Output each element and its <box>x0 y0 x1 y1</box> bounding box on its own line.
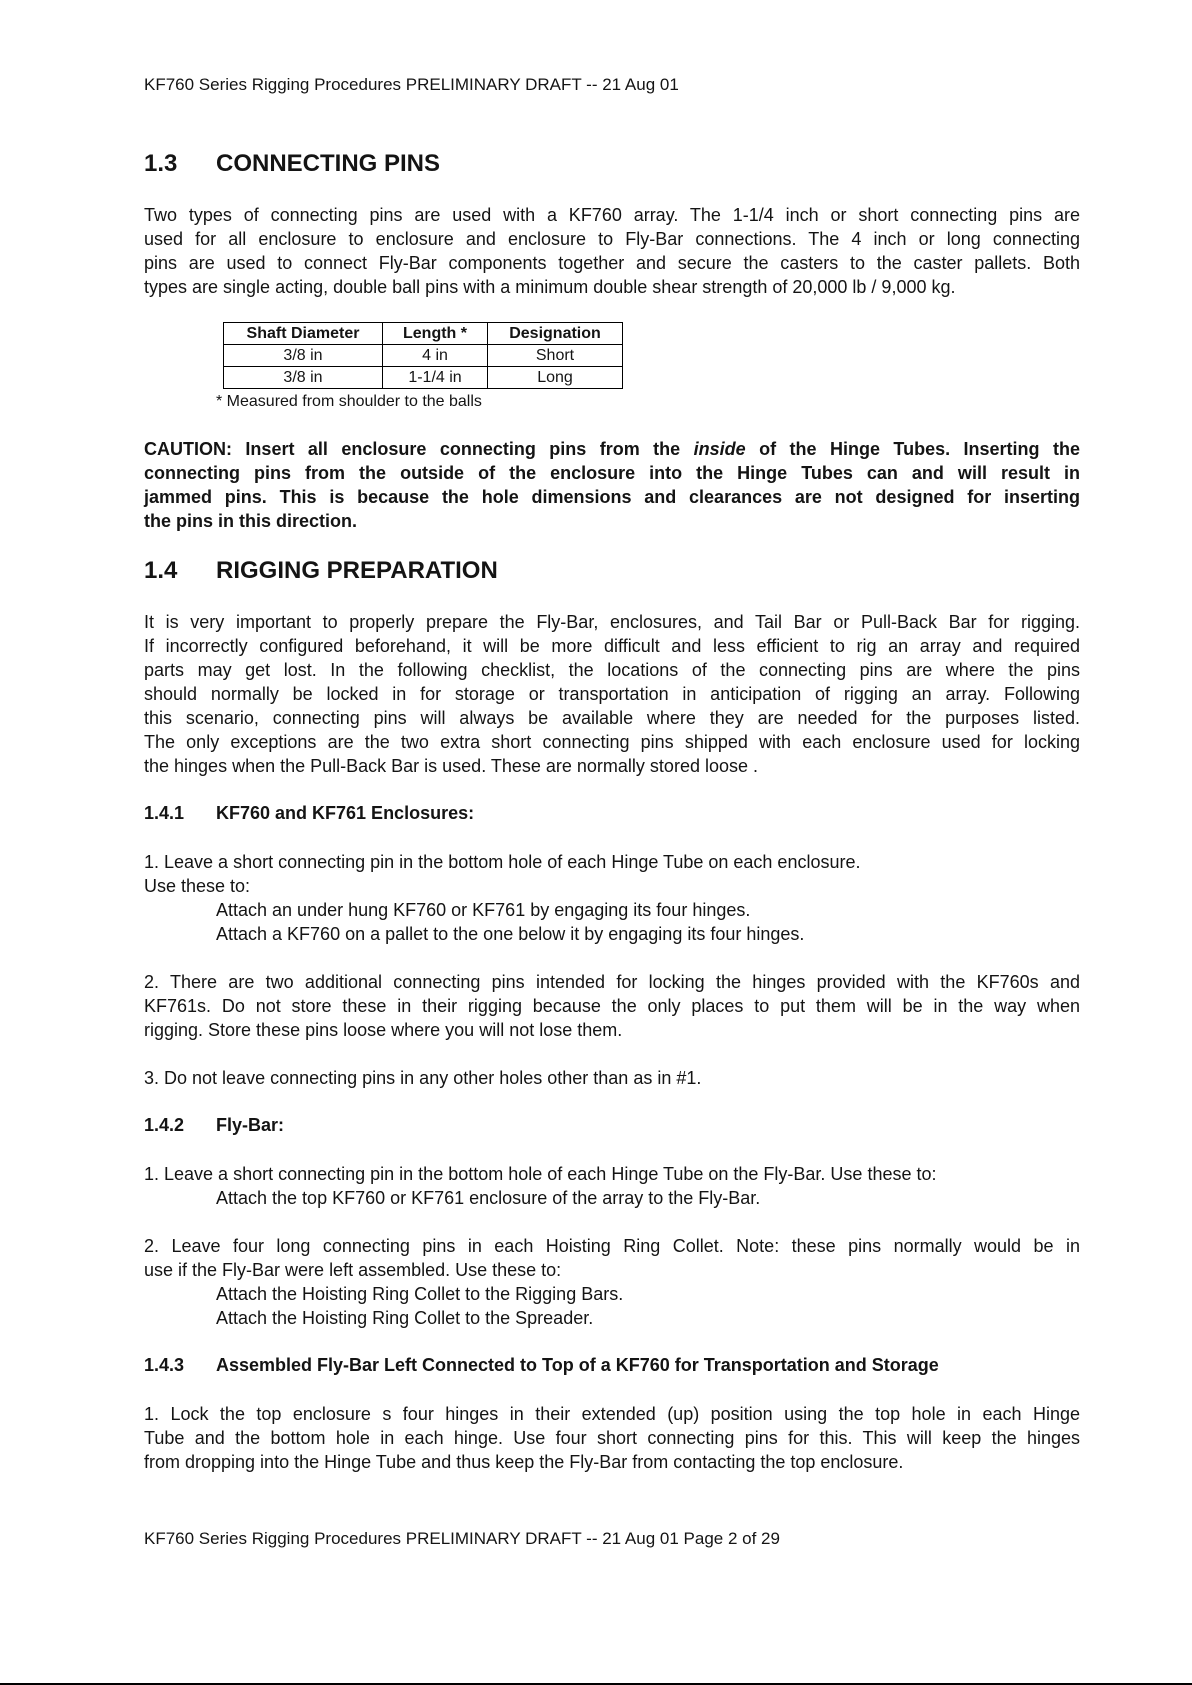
text-line: 2. There are two additional connecting pins intended for locking the hinges provided with the KF760s and <box>144 972 1080 992</box>
section-title: Fly-Bar: <box>216 1115 285 1135</box>
text-line: the pins in this direction. <box>144 511 358 531</box>
table-cell: 3/8 in <box>224 345 383 367</box>
table-cell: Short <box>488 345 623 367</box>
text-line: types are single acting, double ball pins with a minimum double shear strength of 20,000 lb / 9,000 kg. <box>144 277 956 297</box>
table-cell: 4 in <box>383 345 488 367</box>
text-line: 1. Lock the top enclosure s four hinges in their extended (up) position using the top hole in each Hinge <box>144 1404 1080 1424</box>
caution-text: CAUTION: Insert all enclosure connecting pins from the <box>144 439 694 459</box>
text-line: Attach the top KF760 or KF761 enclosure of the array to the Fly-Bar. <box>216 1188 761 1208</box>
rigging-preparation-paragraph <box>144 610 1080 778</box>
emphasis-inside: inside <box>693 439 746 459</box>
table-header-cell: Shaft Diameter <box>224 323 383 345</box>
table-row <box>224 367 623 389</box>
text-line: 1. Leave a short connecting pin in the bottom hole of each Hinge Tube on the Fly-Bar. Use these to: <box>144 1164 937 1184</box>
section-title: CONNECTING PINS <box>216 150 441 177</box>
text-line: from dropping into the Hinge Tube and thus keep the Fly-Bar from contacting the top enclosure. <box>144 1452 904 1472</box>
section-heading-1-4-3 <box>144 1355 939 1376</box>
section-heading-1-4-1 <box>144 803 474 824</box>
text-line: used for all enclosure to enclosure and enclosure to Fly-Bar connections. The 4 inch or long connecting <box>144 229 1080 249</box>
connecting-pins-paragraph <box>144 203 1080 299</box>
text-line: Attach the Hoisting Ring Collet to the Spreader. <box>216 1308 594 1328</box>
text-line: the hinges when the Pull-Back Bar is used. These are normally stored loose . <box>144 756 758 776</box>
section-number: 1.4.2 <box>144 1115 185 1135</box>
text-line: Tube and the bottom hole in each hinge. Use four short connecting pins for this. This will keep the hinges <box>144 1428 1080 1448</box>
table-cell: Long <box>488 367 623 389</box>
text-line: Attach the Hoisting Ring Collet to the Rigging Bars. <box>216 1284 624 1304</box>
list-item <box>144 1066 1080 1090</box>
text-line <box>144 437 1080 461</box>
table-cell: 3/8 in <box>224 367 383 389</box>
caution-text: of the Hinge Tubes. Inserting the <box>745 439 1080 459</box>
list-item <box>144 1162 1080 1210</box>
section-heading-1-3 <box>144 150 440 178</box>
text-line: pins are used to connect Fly-Bar components together and secure the casters to the caster pallets. Both <box>144 253 1080 273</box>
text-line: If incorrectly configured beforehand, it will be more difficult and less efficient to rig an array and required <box>144 636 1080 656</box>
section-title: Assembled Fly-Bar Left Connected to Top of a KF760 for Transportation and Storage <box>216 1355 939 1375</box>
text-line: 1. Leave a short connecting pin in the bottom hole of each Hinge Tube on each enclosure. <box>144 852 861 872</box>
text-line: Attach an under hung KF760 or KF761 by engaging its four hinges. <box>216 900 751 920</box>
text-line: jammed pins. This is because the hole dimensions and clearances are not designed for inserting <box>144 487 1080 507</box>
text-line: The only exceptions are the two extra short connecting pins shipped with each enclosure used for locking <box>144 732 1080 752</box>
section-number: 1.4 <box>144 557 178 584</box>
section-title: RIGGING PREPARATION <box>216 557 498 584</box>
table-cell: 1-1/4 in <box>383 367 488 389</box>
section-title: KF760 and KF761 Enclosures: <box>216 803 475 823</box>
list-item <box>144 850 1080 946</box>
list-item <box>144 1234 1080 1330</box>
section-heading-1-4-2 <box>144 1115 284 1136</box>
section-number: 1.3 <box>144 150 178 177</box>
text-line: 3. Do not leave connecting pins in any other holes other than as in #1. <box>144 1068 702 1088</box>
table-footnote: * Measured from shoulder to the balls <box>216 393 482 410</box>
text-line: KF761s. Do not store these in their rigging because the only places to put them will be in the way when <box>144 996 1080 1016</box>
text-line: should normally be locked in for storage or transportation in anticipation of rigging an array. Following <box>144 684 1080 704</box>
text-line: Attach a KF760 on a pallet to the one below it by engaging its four hinges. <box>216 924 805 944</box>
caution-paragraph <box>144 437 1080 533</box>
section-number: 1.4.3 <box>144 1355 185 1375</box>
table-header-cell: Length * <box>383 323 488 345</box>
section-heading-1-4 <box>144 557 498 585</box>
page-footer: KF760 Series Rigging Procedures PRELIMINARY DRAFT -- 21 Aug 01 Page 2 of 29 <box>144 1529 780 1548</box>
list-item <box>144 970 1080 1042</box>
text-line: It is very important to properly prepare the Fly-Bar, enclosures, and Tail Bar or Pull-Back Bar for rigging. <box>144 612 1080 632</box>
connecting-pins-table <box>223 322 623 389</box>
list-item <box>144 1402 1080 1474</box>
text-line: 2. Leave four long connecting pins in each Hoisting Ring Collet. Note: these pins normally would be in <box>144 1236 1080 1256</box>
text-line: Two types of connecting pins are used with a KF760 array. The 1-1/4 inch or short connecting pins are <box>144 205 1080 225</box>
text-line: connecting pins from the outside of the enclosure into the Hinge Tubes can and will result in <box>144 463 1080 483</box>
text-line: rigging. Store these pins loose where you will not lose them. <box>144 1020 623 1040</box>
text-line: use if the Fly-Bar were left assembled. Use these to: <box>144 1260 562 1280</box>
table-row <box>224 345 623 367</box>
page-header: KF760 Series Rigging Procedures PRELIMINARY DRAFT -- 21 Aug 01 <box>144 75 679 94</box>
section-number: 1.4.1 <box>144 803 185 823</box>
table-header-cell: Designation <box>488 323 623 345</box>
text-line: this scenario, connecting pins will always be available where they are needed for the purposes listed. <box>144 708 1080 728</box>
text-line: parts may get lost. In the following checklist, the locations of the connecting pins are where the pins <box>144 660 1080 680</box>
table-header-row <box>224 323 623 345</box>
text-line: Use these to: <box>144 876 251 896</box>
